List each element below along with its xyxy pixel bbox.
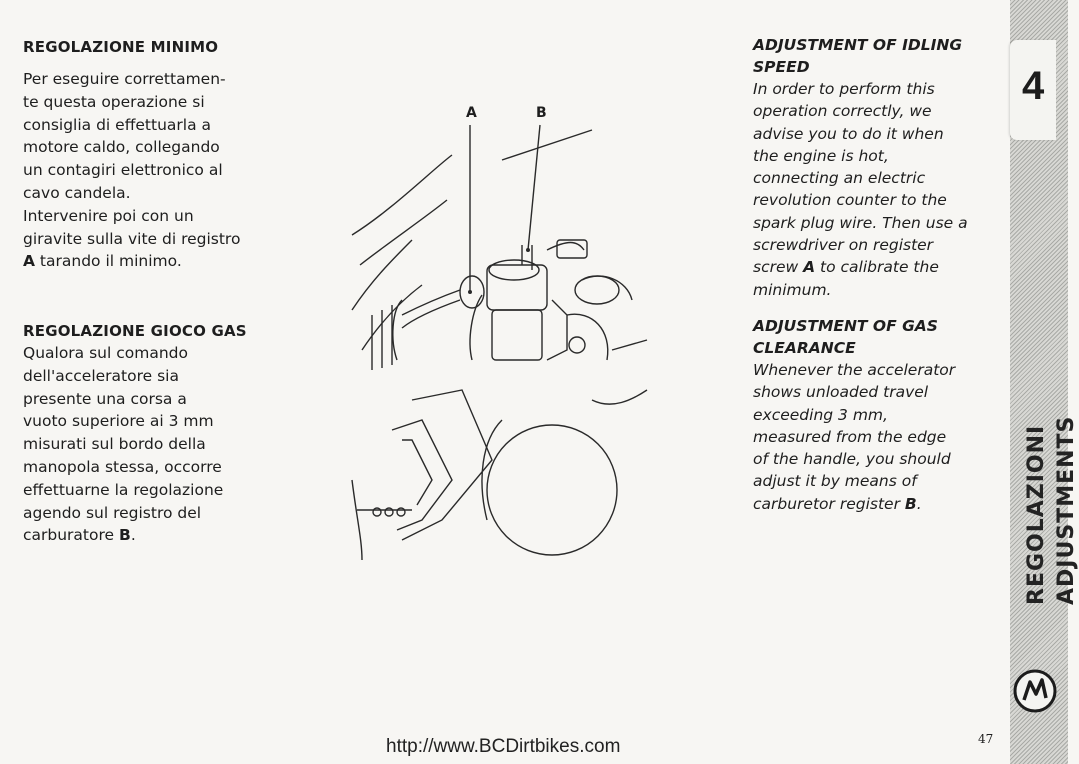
english-gas-body	[753, 359, 1003, 515]
text-line: presente una corsa a	[23, 389, 187, 408]
label-b: B	[536, 105, 547, 121]
text-line: the engine is hot,	[753, 146, 889, 165]
text-line: consiglia di effettuarla a	[23, 115, 211, 134]
english-gas-section	[753, 315, 1003, 515]
text-fragment: .	[130, 526, 136, 545]
text-line: screwdriver on register	[753, 236, 934, 255]
text-line: adjust it by means of	[753, 472, 917, 491]
text-line: advise you to do it when	[753, 124, 944, 143]
title-line: CLEARANCE	[753, 339, 856, 357]
text-fragment: carburatore	[23, 526, 119, 545]
italian-idle-title: REGOLAZIONE MINIMO	[23, 38, 219, 56]
english-gas-title	[753, 315, 1003, 359]
italian-gas-body	[23, 342, 268, 547]
text-line: motore caldo, collegando	[23, 138, 220, 157]
text-line: operation correctly, we	[753, 102, 932, 121]
chapter-title-italian: REGOLAZIONI	[1024, 424, 1049, 605]
text-line	[23, 250, 268, 273]
text-fragment: tarando il minimo.	[35, 252, 182, 271]
text-line	[753, 256, 1003, 278]
italian-gas-title: REGOLAZIONE GIOCO GAS	[23, 322, 247, 340]
ref-b: B	[904, 494, 917, 513]
italian-idle-body	[23, 68, 268, 273]
title-line: ADJUSTMENT OF IDLING	[753, 36, 963, 54]
english-idle-section	[753, 34, 1003, 301]
text-fragment: to calibrate the	[815, 258, 939, 277]
page-number: 47	[978, 732, 994, 746]
text-line: Qualora sul comando	[23, 344, 188, 362]
text-line	[23, 524, 268, 547]
footer-url: http://www.BCDirtbikes.com	[386, 736, 621, 757]
text-line: agendo sul registro del	[23, 503, 202, 522]
text-fragment: carburetor register	[753, 494, 905, 513]
text-line: misurati sul bordo della	[23, 435, 206, 454]
text-line: dell'acceleratore sia	[23, 366, 179, 385]
text-line: connecting an electric	[753, 169, 926, 188]
text-line: giravite sulla vite di registro	[23, 229, 241, 248]
ref-a: A	[803, 258, 816, 277]
text-line: te questa operazione si	[23, 92, 205, 111]
text-line: vuoto superiore ai 3 mm	[23, 412, 214, 431]
text-line: minimum.	[753, 280, 832, 299]
italian-idle-section	[23, 38, 268, 273]
text-fragment: .	[916, 494, 922, 513]
text-line: un contagiri elettronico al	[23, 161, 223, 180]
title-line: SPEED	[753, 58, 810, 76]
text-fragment: screw	[753, 258, 804, 277]
text-line	[753, 493, 1003, 515]
english-idle-title	[753, 34, 1003, 78]
italian-gas-section	[23, 322, 268, 547]
label-a: A	[466, 105, 477, 121]
text-line: manopola stessa, occorre	[23, 457, 222, 476]
english-idle-body	[753, 78, 1003, 301]
chapter-number: 4	[1022, 64, 1045, 108]
chapter-title-english: ADJUSTMENTS	[1054, 415, 1079, 605]
text-line: Per eseguire correttamen-	[23, 70, 226, 88]
text-line: revolution counter to the	[753, 191, 947, 210]
title-line: ADJUSTMENT OF GAS	[753, 317, 938, 335]
text-line: exceeding 3 mm,	[753, 405, 888, 424]
text-line: In order to perform this	[753, 80, 935, 98]
text-line: shows unloaded travel	[753, 383, 929, 402]
brand-logo-icon	[1012, 668, 1058, 714]
text-line: Intervenire poi con un	[23, 206, 194, 225]
text-line: of the handle, you should	[753, 450, 951, 469]
text-line: cavo candela.	[23, 183, 131, 202]
carburetor-illustration	[352, 100, 652, 570]
ref-a: A	[23, 252, 35, 271]
text-line: Whenever the accelerator	[753, 361, 956, 379]
text-line: measured from the edge	[753, 427, 947, 446]
text-line: spark plug wire. Then use a	[753, 213, 968, 232]
ref-b: B	[118, 526, 131, 545]
text-line: effettuarne la regolazione	[23, 480, 224, 499]
carburetor-drawing	[352, 100, 652, 570]
